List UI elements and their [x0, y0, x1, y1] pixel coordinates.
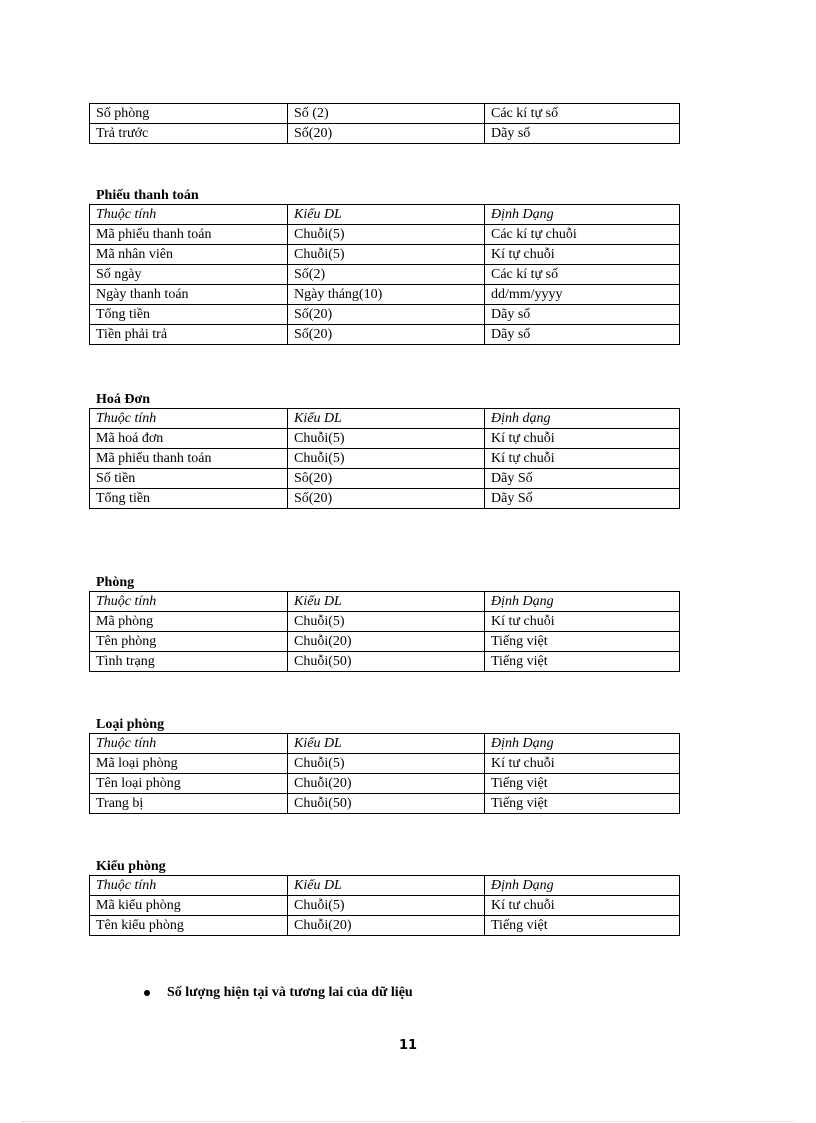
table-cell: Tên kiểu phòng: [90, 916, 288, 936]
header-cell: Kiểu DL: [288, 876, 485, 896]
data-table: [89, 875, 680, 936]
section-title: Loại phòng: [96, 717, 165, 732]
table-cell: Kí tự chuỗi: [485, 449, 680, 469]
table-cell: Số(2): [288, 265, 485, 285]
page-bottom-divider: [22, 1121, 794, 1122]
table-row: [90, 612, 680, 632]
table-cell: Ngày thanh toán: [90, 285, 288, 305]
table-cell: Tiếng việt: [485, 632, 680, 652]
bullet-item: [144, 984, 413, 1002]
table-row: [90, 225, 680, 245]
table-row: [90, 632, 680, 652]
data-table: [89, 204, 680, 345]
section-title: Hoá Đơn: [96, 392, 151, 407]
header-cell: Định Dạng: [485, 592, 680, 612]
table-header-row: [90, 876, 680, 896]
table-cell: Mã phiếu thanh toán: [90, 225, 288, 245]
table-cell: Dãy số: [485, 305, 680, 325]
bullet-dot-icon: [144, 990, 150, 996]
table-row: [90, 469, 680, 489]
bullet-text: Số lượng hiện tại và tương lai của dữ liệu: [167, 985, 413, 1000]
table-cell: Mã loại phòng: [90, 754, 288, 774]
table-header-row: [90, 205, 680, 225]
header-cell: Định Dạng: [485, 876, 680, 896]
table-cell: Các kí tự số: [485, 104, 680, 124]
table-cell: Ngày tháng(10): [288, 285, 485, 305]
header-cell: Định Dạng: [485, 734, 680, 754]
table-cell: Trang bị: [90, 794, 288, 814]
table-cell: Mã phiếu thanh toán: [90, 449, 288, 469]
table-cell: Tiếng việt: [485, 916, 680, 936]
table-row: [90, 774, 680, 794]
header-cell: Định Dạng: [485, 205, 680, 225]
table-cell: Chuỗi(5): [288, 245, 485, 265]
table-row: [90, 896, 680, 916]
table-row: [90, 652, 680, 672]
table-cell: Tiếng việt: [485, 794, 680, 814]
table-row: [90, 305, 680, 325]
table-cell: Dãy số: [485, 124, 680, 144]
table-cell: Số phòng: [90, 104, 288, 124]
table-row: [90, 449, 680, 469]
section-title: Kiểu phòng: [96, 859, 166, 874]
table-cell: Các kí tự chuỗi: [485, 225, 680, 245]
page-number: 11: [398, 1038, 418, 1053]
table-cell: Mã nhân viên: [90, 245, 288, 265]
room-section: [89, 574, 680, 672]
table-row: [90, 124, 680, 144]
table-cell: Chuỗi(20): [288, 774, 485, 794]
invoice-section: [89, 391, 680, 509]
table-row: [90, 429, 680, 449]
table-cell: Mã hoá đơn: [90, 429, 288, 449]
table-cell: Chuỗi(20): [288, 916, 485, 936]
table-cell: Dãy Số: [485, 489, 680, 509]
section-title: Phiếu thanh toán: [96, 188, 199, 203]
table-row: [90, 325, 680, 345]
table-header-row: [90, 734, 680, 754]
table-cell: Chuỗi(5): [288, 225, 485, 245]
table-row: [90, 916, 680, 936]
table-cell: Mã phòng: [90, 612, 288, 632]
header-cell: Định dạng: [485, 409, 680, 429]
table-row: [90, 285, 680, 305]
table-cell: Số(20): [288, 325, 485, 345]
table-cell: Trả trước: [90, 124, 288, 144]
table-cell: Chuỗi(50): [288, 652, 485, 672]
data-table: [89, 591, 680, 672]
table-cell: Các kí tự số: [485, 265, 680, 285]
header-cell: Kiểu DL: [288, 592, 485, 612]
table-cell: Kí tư chuỗi: [485, 612, 680, 632]
table-cell: Số(20): [288, 489, 485, 509]
table-cell: Dãy số: [485, 325, 680, 345]
table-row: [90, 794, 680, 814]
data-table: [89, 408, 680, 509]
header-cell: Thuộc tính: [90, 876, 288, 896]
header-cell: Thuộc tính: [90, 409, 288, 429]
table-cell: Số ngày: [90, 265, 288, 285]
table-cell: Chuỗi(5): [288, 612, 485, 632]
table-cell: Chuỗi(5): [288, 449, 485, 469]
table-cell: Số(20): [288, 124, 485, 144]
table-cell: Số tiền: [90, 469, 288, 489]
table-cell: Kí tư chuỗi: [485, 896, 680, 916]
table-cell: Dãy Số: [485, 469, 680, 489]
table-cell: Chuỗi(5): [288, 896, 485, 916]
table-cell: Mã kiểu phòng: [90, 896, 288, 916]
table-row: [90, 754, 680, 774]
table-cell: Chuỗi(5): [288, 429, 485, 449]
table-cell: Kí tự chuỗi: [485, 429, 680, 449]
table-row: [90, 265, 680, 285]
table-cell: Tình trạng: [90, 652, 288, 672]
table-cell: dd/mm/yyyy: [485, 285, 680, 305]
payment-slip-section: [89, 187, 680, 345]
table-cell: Chuỗi(20): [288, 632, 485, 652]
table-header-row: [90, 592, 680, 612]
table-cell: Tiếng việt: [485, 652, 680, 672]
room-type-section: [89, 716, 680, 814]
header-cell: Kiểu DL: [288, 409, 485, 429]
table-cell: Tổng tiền: [90, 305, 288, 325]
table-row: [90, 489, 680, 509]
table-cell: Tiếng việt: [485, 774, 680, 794]
header-cell: Kiểu DL: [288, 205, 485, 225]
table-cell: Chuỗi(50): [288, 794, 485, 814]
section-title: Phòng: [96, 575, 135, 590]
table-cell: Tên loại phòng: [90, 774, 288, 794]
table-cell: Kí tư chuỗi: [485, 754, 680, 774]
header-cell: Thuộc tính: [90, 734, 288, 754]
header-cell: Thuộc tính: [90, 205, 288, 225]
table-cell: Số(20): [288, 305, 485, 325]
header-cell: Kiểu DL: [288, 734, 485, 754]
continuation-table-block: [89, 103, 680, 144]
table-cell: Tổng tiền: [90, 489, 288, 509]
data-table: [89, 733, 680, 814]
data-table: [89, 103, 680, 144]
table-cell: Chuỗi(5): [288, 754, 485, 774]
header-cell: Thuộc tính: [90, 592, 288, 612]
table-cell: Sô(20): [288, 469, 485, 489]
table-cell: Kí tự chuỗi: [485, 245, 680, 265]
room-style-section: [89, 858, 680, 936]
table-row: [90, 245, 680, 265]
table-cell: Tiền phải trả: [90, 325, 288, 345]
table-cell: Số (2): [288, 104, 485, 124]
table-cell: Tên phòng: [90, 632, 288, 652]
table-row: [90, 104, 680, 124]
table-header-row: [90, 409, 680, 429]
